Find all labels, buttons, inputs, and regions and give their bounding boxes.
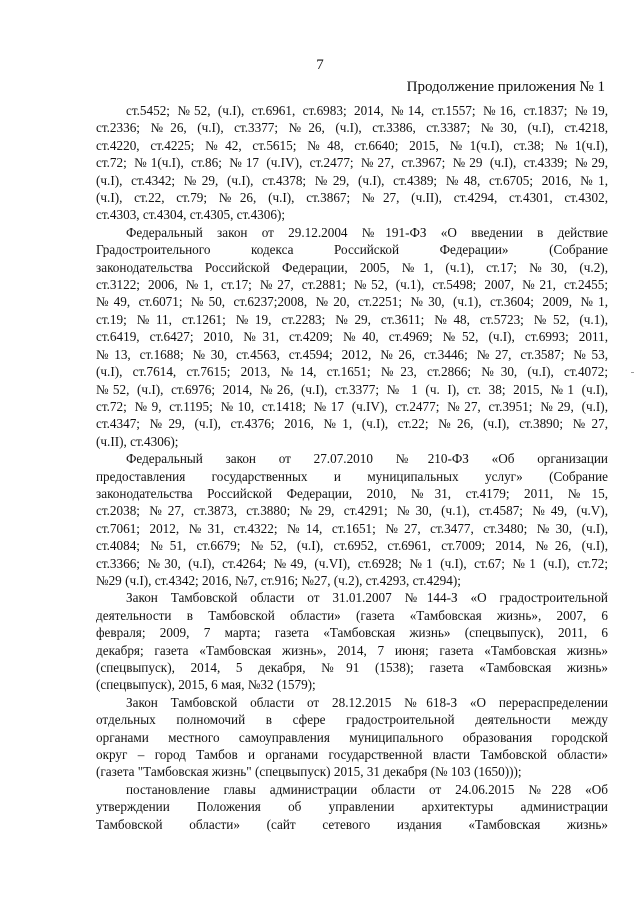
appendix-header: Продолжение приложения № 1 bbox=[406, 79, 605, 95]
paragraph-line: ст.2038; №27, ст.3873, ст.3880; №29, ст.4291; №30, (ч.1), ст.4587; №49, (ч.V), bbox=[96, 503, 608, 519]
paragraph-line: округ – город Тамбов и органами государственной власти Тамбовской области» bbox=[96, 747, 608, 763]
paragraph-line: деятельности в Тамбовской области» (газета «Тамбовская жизнь», 2007, 6 bbox=[96, 607, 608, 623]
paragraph-line: Градостроительного кодекса Российской Федерации» (Собрание bbox=[96, 242, 608, 258]
paragraph-line: ст.7061; 2012, №31, ст.4322; №14, ст.1651; №27, ст.3477, ст.3480; №30, (ч.I), bbox=[96, 520, 608, 536]
paragraph-line: постановление главы администрации области от 24.06.2015 №228 «Об bbox=[126, 781, 608, 797]
paragraph-line: декабря; газета «Тамбовская жизнь», 2014, 7 июня; газета «Тамбовская жизнь» bbox=[96, 642, 608, 658]
paragraph bbox=[96, 450, 608, 589]
paragraph-line: №49, ст.6071; №50, ст.6237;2008, №20, ст.2251; №30, (ч.1), ст.3604; 2009, №1, bbox=[96, 294, 608, 310]
paragraph-line: №29 (ч.I), ст.4342; 2016, №7, ст.916; №27, (ч.2), ст.4293, ст.4294); bbox=[96, 572, 461, 588]
paragraph-line: ст.6419, ст.6427; 2010, №31, ст.4209; №40, ст.4969; №52, (ч.I), ст.6993; 2011, bbox=[96, 329, 608, 345]
paragraph-line: ст.19; №11, ст.1261; №19, ст.2283; №29, ст.3611; №48, ст.5723; №52, (ч.1), bbox=[96, 311, 608, 327]
page-number: 7 bbox=[316, 57, 324, 73]
paragraph-line: органами местного самоуправления муниципального образования городской bbox=[96, 729, 608, 745]
paragraph-line: ст.5452; №52, (ч.I), ст.6961, ст.6983; 2014, №14, ст.1557; №16, ст.1837; №19, bbox=[126, 103, 608, 118]
paragraph-line: Закон Тамбовской области от 31.01.2007 №144-З «О градостроительной bbox=[126, 590, 608, 606]
paragraph-line: ст.3122; 2006, №1, ст.17; №27, ст.2881; №52, (ч.1), ст.5498; 2007, №21, ст.2455; bbox=[96, 277, 608, 293]
paragraph-line: законодательства Российской Федерации, 2010, №31, ст.4179; 2011, №15, bbox=[96, 485, 608, 501]
paragraph-line: ст.4084; №51, ст.6679; №52, (ч.I), ст.6952, ст.6961, ст.7009; 2014, №26, (ч.I), bbox=[96, 538, 608, 554]
paragraph bbox=[96, 102, 608, 224]
paragraph-line: (ч.I), ст.22, ст.79; №26, (ч.I), ст.3867; №27, (ч.II), ст.4294, ст.4301, ст.4302, bbox=[96, 190, 608, 206]
paragraph-line: Федеральный закон от 27.07.2010 №210-ФЗ «Об организации bbox=[126, 451, 608, 467]
paragraph-line: ст.2336; №26, (ч.I), ст.3377; №26, (ч.I), ст.3386, ст.3387; №30, (ч.I), ст.4218, bbox=[96, 120, 608, 136]
paragraph-line: Тамбовской области» (сайт сетевого издания «Тамбовская жизнь» bbox=[96, 816, 608, 832]
paragraph-line: (ч.I), ст.4342; №29, (ч.I), ст.4378; №29, (ч.I), ст.4389; №48, ст.6705; 2016, №1, bbox=[96, 172, 608, 188]
paragraph-line: ст.72; №9, ст.1195; №10, ст.1418; №17 (ч.IV), ст.2477; №27, ст.3951; №29, (ч.I), bbox=[96, 398, 608, 414]
margin-mark bbox=[631, 372, 634, 373]
paragraph-line: Федеральный закон от 29.12.2004 №191-ФЗ «О введении в действие bbox=[126, 224, 608, 240]
paragraph-line: Закон Тамбовской области от 28.12.2015 №618-З «О перераспределении bbox=[126, 694, 608, 710]
paragraph-line: ст.3366; №30, (ч.I), ст.4264; №49, (ч.VI), ст.6928; №1 (ч.I), ст.67; №1 (ч.I), ст.72; bbox=[96, 555, 608, 571]
paragraph bbox=[96, 694, 608, 781]
paragraph-line: (ч.II), ст.4306); bbox=[96, 433, 179, 449]
paragraph-line: (газета "Тамбовская жизнь" (спецвыпуск) 2015, 31 декабря (№ 103 (1650))); bbox=[96, 764, 522, 780]
paragraph bbox=[96, 781, 608, 833]
paragraph-line: №52, (ч.I), ст.6976; 2014, №26, (ч.I), ст.3377; № 1 (ч. I), ст. 38; 2015, №1 (ч.I), bbox=[96, 381, 608, 397]
paragraph-line: ст.4347; №29, (ч.I), ст.4376; 2016, №1, (ч.I), ст.22; №26, (ч.I), ст.3890; №27, bbox=[96, 416, 608, 432]
paragraph-line: ст.72; №1(ч.I), ст.86; №17 (ч.IV), ст.2477; №27, ст.3967; №29 (ч.I), ст.4339; №29, bbox=[96, 155, 608, 171]
paragraph-line: ст.4220, ст.4225; №42, ст.5615; №48, ст.6640; 2015, №1(ч.I), ст.38; №1(ч.I), bbox=[96, 137, 608, 153]
paragraph-line: февраля; 2009, 7 марта; газета «Тамбовская жизнь» (спецвыпуск), 2011, 6 bbox=[96, 625, 608, 641]
paragraph bbox=[96, 589, 608, 693]
paragraph-line: предоставления государственных и муниципальных услуг» (Собрание bbox=[96, 468, 608, 484]
paragraph bbox=[96, 224, 608, 450]
paragraph-line: (ч.I), ст.7614, ст.7615; 2013, №14, ст.1651; №23, ст.2866; №30, (ч.I), ст.4072; bbox=[96, 364, 608, 380]
document-body bbox=[96, 102, 608, 833]
paragraph-line: №13, ст.1688; №30, ст.4563, ст.4594; 2012, №26, ст.3446; №27, ст.3587; №53, bbox=[96, 346, 608, 362]
paragraph-line: отдельных полномочий в сфере градостроительной деятельности между bbox=[96, 712, 608, 728]
paragraph-line: утверждении Положения об управлении архитектуры администрации bbox=[96, 799, 608, 815]
paragraph-line: законодательства Российской Федерации, 2005, №1, (ч.1), ст.17; №30, (ч.2), bbox=[96, 259, 608, 275]
paragraph-line: ст.4303, ст.4304, ст.4305, ст.4306); bbox=[96, 207, 286, 223]
paragraph-line: (спецвыпуск), 2015, 6 мая, №32 (1579); bbox=[96, 677, 316, 693]
paragraph-line: (спецвыпуск), 2014, 5 декабря, №91 (1538); газета «Тамбовская жизнь» bbox=[96, 660, 608, 675]
